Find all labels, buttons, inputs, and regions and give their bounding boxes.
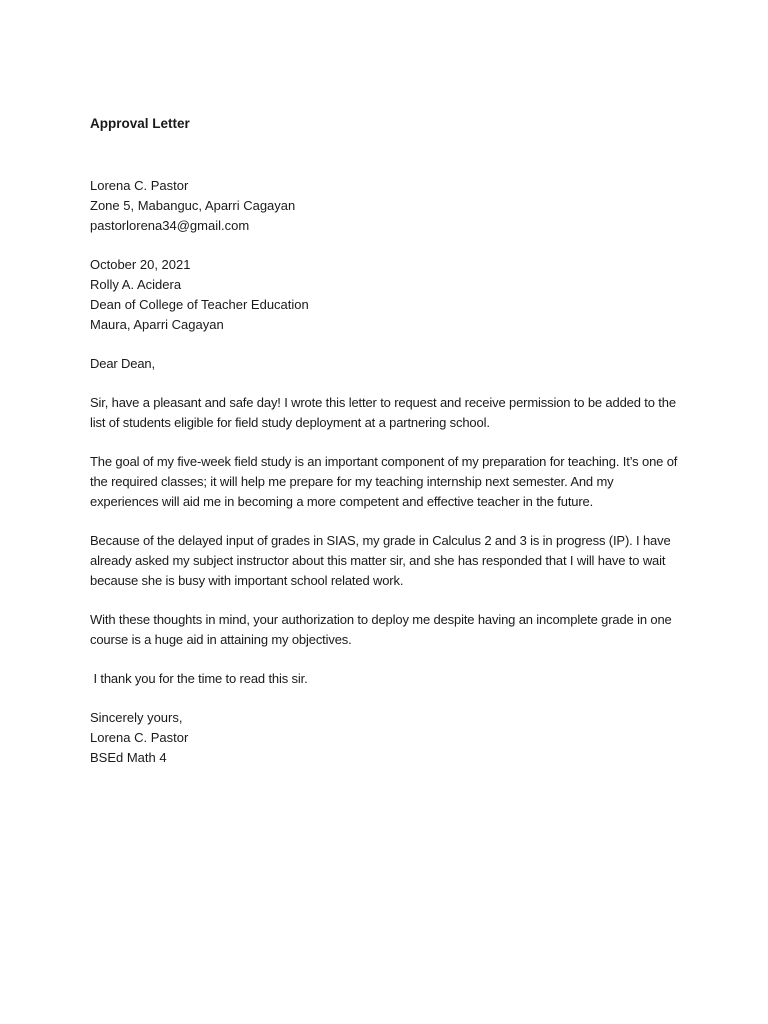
sender-block [90, 176, 680, 236]
sender-address: Zone 5, Mabanguc, Aparri Cagayan [90, 198, 296, 213]
closing-block [90, 708, 680, 768]
paragraph-grades: Because of the delayed input of grades in SIAS, my grade in Calculus 2 and 3 is in progress (IP). I have already asked my subject instructor about this matter sir, and she has responded that I will have to wait because she is busy with important school related work. [90, 533, 671, 588]
letter-body [90, 114, 680, 768]
sender-email: pastorlorena34@gmail.com [90, 218, 250, 233]
recipient-address: Maura, Aparri Cagayan [90, 317, 224, 332]
paragraph-goal: The goal of my five-week field study is an important component of my preparation for teaching. It’s one of the required classes; it will help me prepare for my teaching internship next semester. And my experiences will aid me in becoming a more competent and effective teacher in the future. [90, 454, 678, 509]
salutation: Dear Dean, [90, 356, 155, 371]
recipient-title: Dean of College of Teacher Education [90, 297, 309, 312]
signer-program: BSEd Math 4 [90, 750, 167, 765]
paragraph-thanks: I thank you for the time to read this sir. [90, 671, 308, 686]
sender-name: Lorena C. Pastor [90, 178, 189, 193]
letter-title: Approval Letter [90, 116, 190, 131]
recipient-block [90, 255, 680, 335]
paragraph-authorization: With these thoughts in mind, your authorization to deploy me despite having an incomplete grade in one course is a huge aid in attaining my objectives. [90, 612, 672, 647]
paragraph-request: Sir, have a pleasant and safe day! I wrote this letter to request and receive permission to be added to the list of students eligible for field study deployment at a partnering school. [90, 395, 676, 430]
signer-name: Lorena C. Pastor [90, 730, 189, 745]
valediction: Sincerely yours, [90, 710, 183, 725]
letter-date: October 20, 2021 [90, 257, 191, 272]
recipient-name: Rolly A. Acidera [90, 277, 182, 292]
